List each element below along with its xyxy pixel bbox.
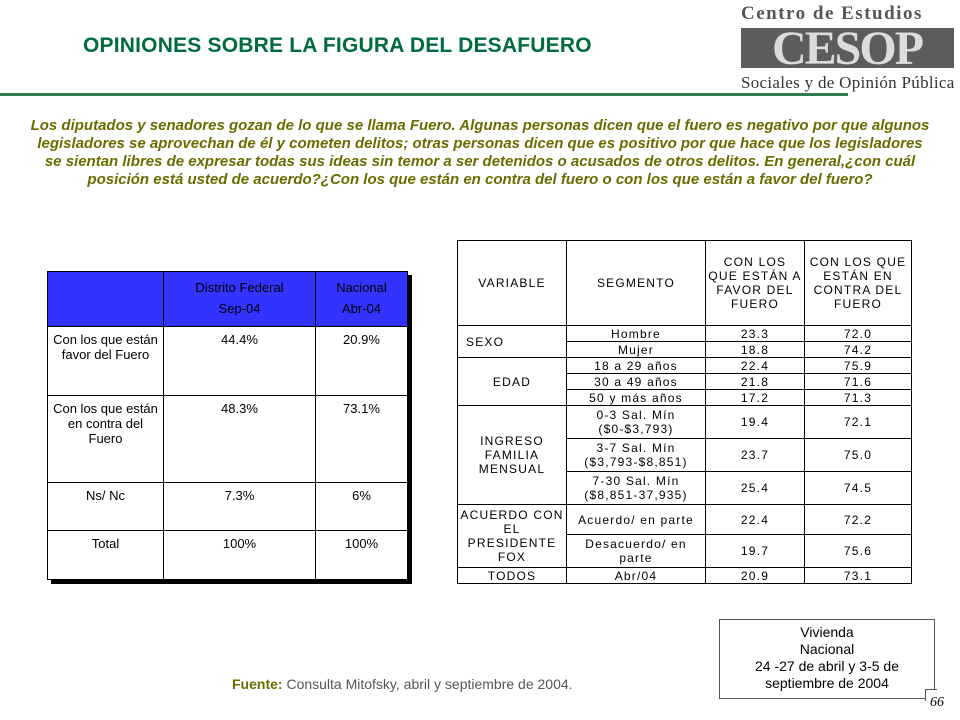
segment-cell: 50 y más años xyxy=(567,390,706,406)
source-note xyxy=(232,676,573,692)
table-row xyxy=(458,505,912,535)
header-distrito-federal: Distrito Federal Sep-04 xyxy=(164,272,316,327)
table-row xyxy=(458,358,912,374)
contra-cell: 73.1 xyxy=(805,568,912,584)
empty-header-cell xyxy=(48,272,164,327)
favor-cell: 19.7 xyxy=(706,535,805,568)
contra-cell: 72.1 xyxy=(805,406,912,439)
header-rule xyxy=(0,93,848,96)
cell-nacional: 73.1% xyxy=(315,396,407,483)
table-row xyxy=(48,327,408,396)
favor-cell: 20.9 xyxy=(706,568,805,584)
source-label: Fuente: xyxy=(232,676,283,692)
cell-df: 7.3% xyxy=(164,483,316,531)
methodology-note xyxy=(719,619,935,699)
cell-nacional: 6% xyxy=(315,483,407,531)
segment-cell: 18 a 29 años xyxy=(567,358,706,374)
variable-ingreso: INGRESO FAMILIA MENSUAL xyxy=(458,406,567,505)
segment-cell: Abr/04 xyxy=(567,568,706,584)
page-title: OPINIONES SOBRE LA FIGURA DEL DESAFUERO xyxy=(83,34,592,57)
cesop-logo xyxy=(733,0,960,100)
contra-cell: 75.9 xyxy=(805,358,912,374)
table-row xyxy=(458,406,912,439)
header-en-contra: CON LOS QUE ESTÁN EN CONTRA DEL FUERO xyxy=(805,241,912,326)
contra-cell: 71.3 xyxy=(805,390,912,406)
row-label: Con los que están favor del Fuero xyxy=(48,327,164,396)
row-label: Ns/ Nc xyxy=(48,483,164,531)
cell-nacional: 20.9% xyxy=(315,327,407,396)
cell-df: 100% xyxy=(164,531,316,580)
segment-cell: Acuerdo/ en parte xyxy=(567,505,706,535)
table-row xyxy=(458,326,912,342)
segment-cell: 0-3 Sal. Mín ($0-$3,793) xyxy=(567,406,706,439)
header-segmento: SEGMENTO xyxy=(567,241,706,326)
contra-cell: 75.0 xyxy=(805,439,912,472)
page-number: 66 xyxy=(930,695,944,710)
svg-text:CESOP: CESOP xyxy=(771,22,923,72)
cell-nacional: 100% xyxy=(315,531,407,580)
table-row xyxy=(48,531,408,580)
logo-wordmark xyxy=(741,22,954,72)
segment-table-header xyxy=(458,241,912,326)
row-label: Total xyxy=(48,531,164,580)
cell-df: 48.3% xyxy=(164,396,316,483)
contra-cell: 75.6 xyxy=(805,535,912,568)
contra-cell: 72.0 xyxy=(805,326,912,342)
contra-cell: 74.2 xyxy=(805,342,912,358)
header-variable: VARIABLE xyxy=(458,241,567,326)
row-label: Con los que están en contra del Fuero xyxy=(48,396,164,483)
favor-cell: 21.8 xyxy=(706,374,805,390)
note-line-2: Nacional xyxy=(799,641,855,657)
contra-cell: 71.6 xyxy=(805,374,912,390)
segment-cell: 7-30 Sal. Mín ($8,851-37,935) xyxy=(567,472,706,505)
favor-cell: 22.4 xyxy=(706,505,805,535)
favor-cell: 19.4 xyxy=(706,406,805,439)
cell-df: 44.4% xyxy=(164,327,316,396)
summary-table xyxy=(47,271,408,580)
favor-cell: 25.4 xyxy=(706,472,805,505)
header-a-favor: CON LOS QUE ESTÁN A FAVOR DEL FUERO xyxy=(706,241,805,326)
table-row xyxy=(48,396,408,483)
contra-cell: 72.2 xyxy=(805,505,912,535)
segment-cell: 30 a 49 años xyxy=(567,374,706,390)
survey-question: Los diputados y senadores gozan de lo que se llama Fuero. Algunas personas dicen que el fuero es negativo por que algunos legisladores se aprovechan de él y cometen delitos; otras personas dicen que es positivo por que hace que los legisladores se sientan libres de expresar todas sus ideas sin temor a ser detenidos o acusados de otros delitos. En general,¿con cuál posición está usted de acuerdo?¿Con los que están en contra del fuero o con los que están a favor del fuero? xyxy=(30,117,930,188)
segment-cell: Desacuerdo/ en parte xyxy=(567,535,706,568)
note-line-1: Vivienda xyxy=(800,624,854,640)
favor-cell: 22.4 xyxy=(706,358,805,374)
variable-edad: EDAD xyxy=(458,358,567,406)
segment-cell: Mujer xyxy=(567,342,706,358)
table-row xyxy=(458,568,912,584)
segment-cell: 3-7 Sal. Mín ($3,793-$8,851) xyxy=(567,439,706,472)
variable-todos: TODOS xyxy=(458,568,567,584)
note-line-3: 24 -27 de abril y 3-5 de septiembre de 2004 xyxy=(755,658,899,691)
logo-line-1: Centro de Estudios xyxy=(741,3,923,24)
segment-cell: Hombre xyxy=(567,326,706,342)
variable-sexo: SEXO xyxy=(458,326,567,358)
header-nacional: Nacional Abr-04 xyxy=(315,272,407,327)
logo-line-2: Sociales y de Opinión Pública xyxy=(741,73,955,92)
contra-cell: 74.5 xyxy=(805,472,912,505)
variable-acuerdo-fox: ACUERDO CON EL PRESIDENTE FOX xyxy=(458,505,567,568)
source-text: Consulta Mitofsky, abril y septiembre de 2004. xyxy=(286,676,573,692)
summary-table-header xyxy=(48,272,408,327)
favor-cell: 23.3 xyxy=(706,326,805,342)
favor-cell: 17.2 xyxy=(706,390,805,406)
segment-table xyxy=(457,240,912,584)
table-row xyxy=(48,483,408,531)
favor-cell: 18.8 xyxy=(706,342,805,358)
favor-cell: 23.7 xyxy=(706,439,805,472)
